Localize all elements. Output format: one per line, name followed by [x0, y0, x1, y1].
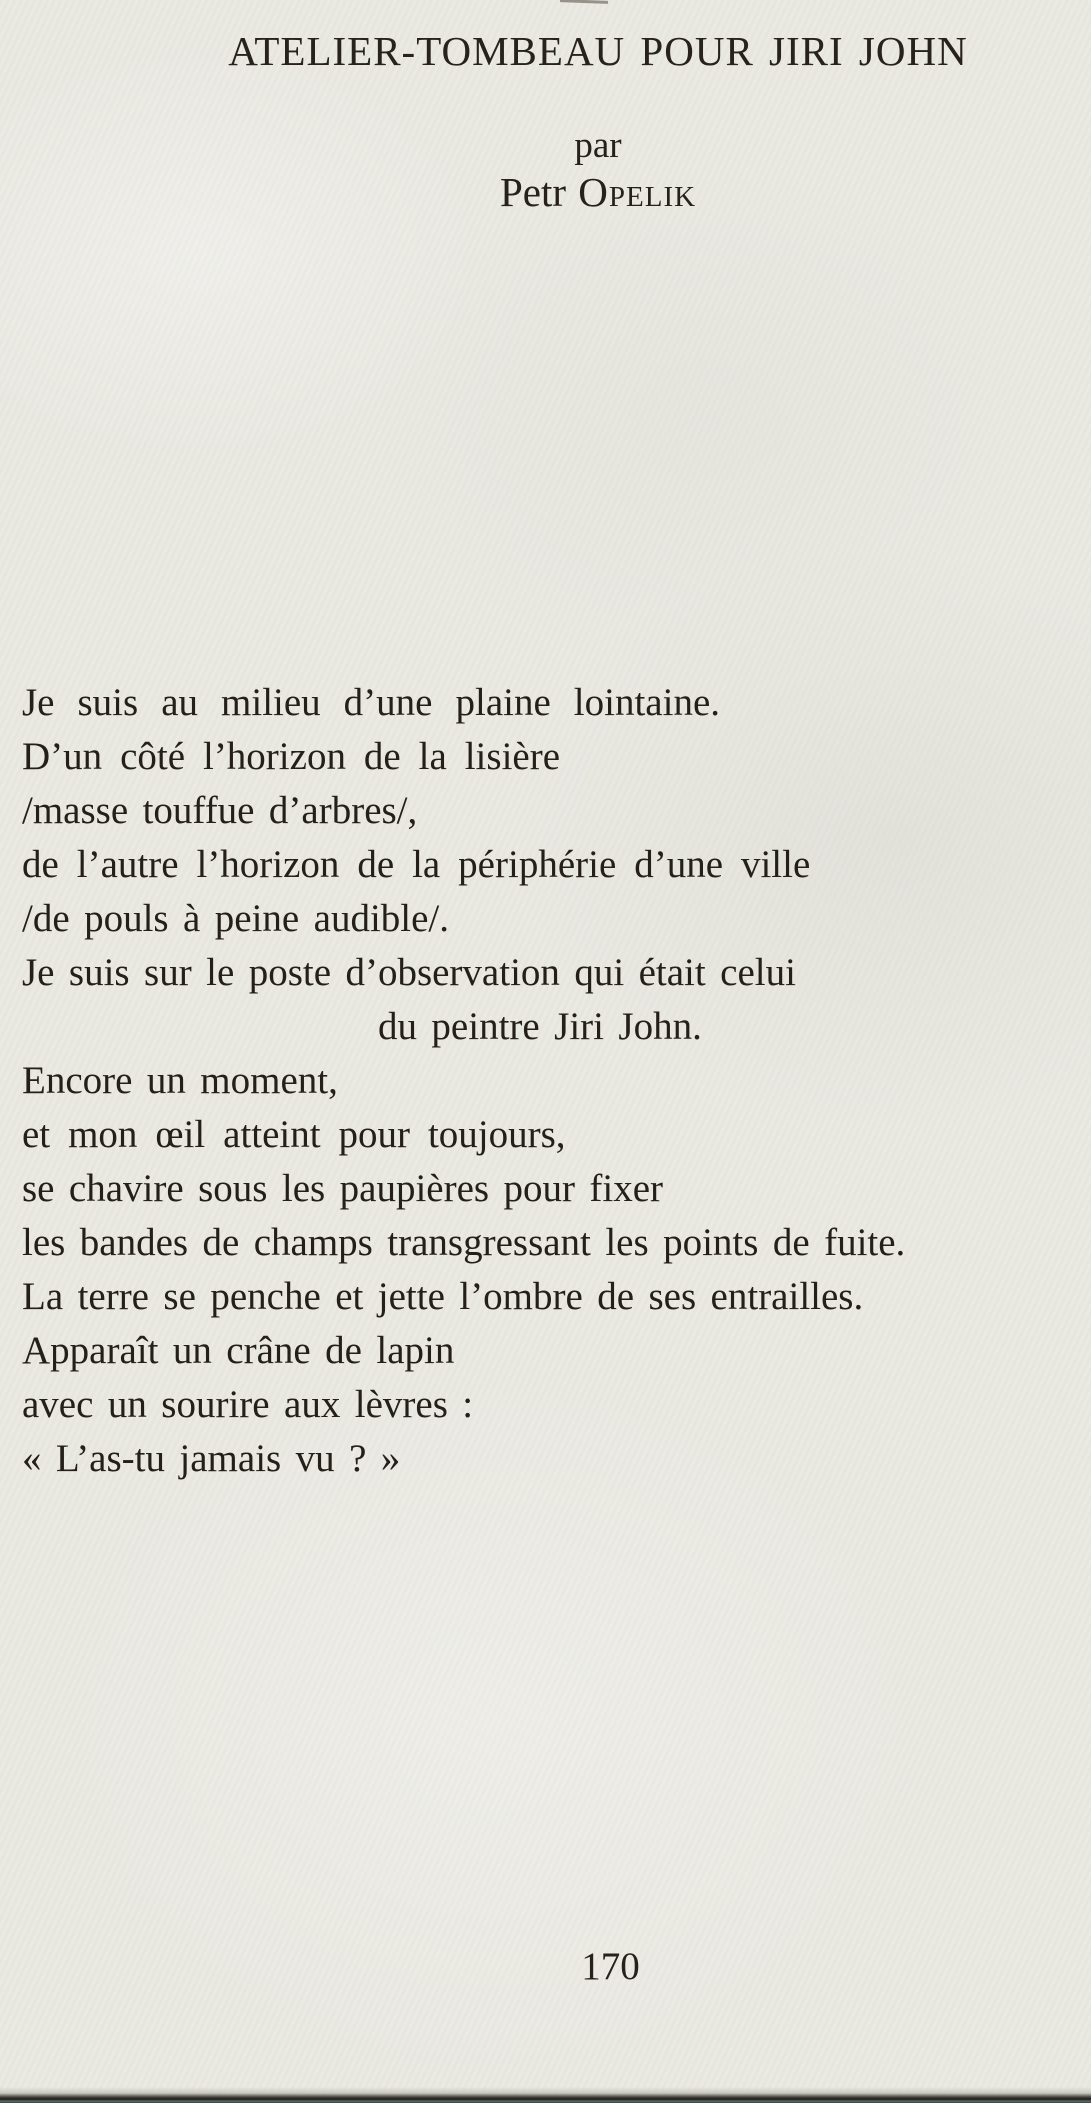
poem-title: ATELIER-TOMBEAU POUR JIRI JOHN: [228, 28, 968, 74]
poem-line: Apparaît un crâne de lapin: [22, 1329, 455, 1372]
page-number: 170: [581, 1945, 640, 1988]
byline-prefix: par: [574, 125, 622, 166]
scan-edge-bottom: [0, 2087, 1091, 2103]
poem-line: D’un côté l’horizon de la lisière: [22, 735, 561, 778]
author-last-name: Opelik: [578, 169, 697, 215]
poem-line: Je suis sur le poste d’observation qui était celui: [22, 951, 796, 994]
poem-line: du peintre Jiri John.: [378, 1005, 702, 1048]
poem-line: avec un sourire aux lèvres :: [22, 1383, 474, 1426]
poem-line: /masse touffue d’arbres/,: [22, 789, 418, 832]
poem-line: de l’autre l’horizon de la périphérie d’une ville: [22, 843, 811, 886]
poem-line: et mon œil atteint pour toujours,: [22, 1113, 566, 1156]
poem-line: /de pouls à peine audible/.: [22, 897, 450, 940]
poem-line: les bandes de champs transgressant les points de fuite.: [22, 1221, 906, 1264]
author-first-name: Petr: [499, 169, 566, 215]
byline: [0, 127, 1091, 215]
scan-artifact-top: [560, 0, 608, 4]
poem-line: Je suis au milieu d’une plaine lointaine.: [22, 681, 720, 724]
poem-line: se chavire sous les paupières pour fixer: [22, 1167, 664, 1210]
poem-line: La terre se penche et jette l’ombre de ses entrailles.: [22, 1275, 864, 1318]
author-name: [105, 169, 1091, 215]
poem-line: « L’as-tu jamais vu ? »: [22, 1437, 401, 1480]
poem-line: Encore un moment,: [22, 1059, 338, 1102]
poem-body: [22, 676, 1085, 1486]
